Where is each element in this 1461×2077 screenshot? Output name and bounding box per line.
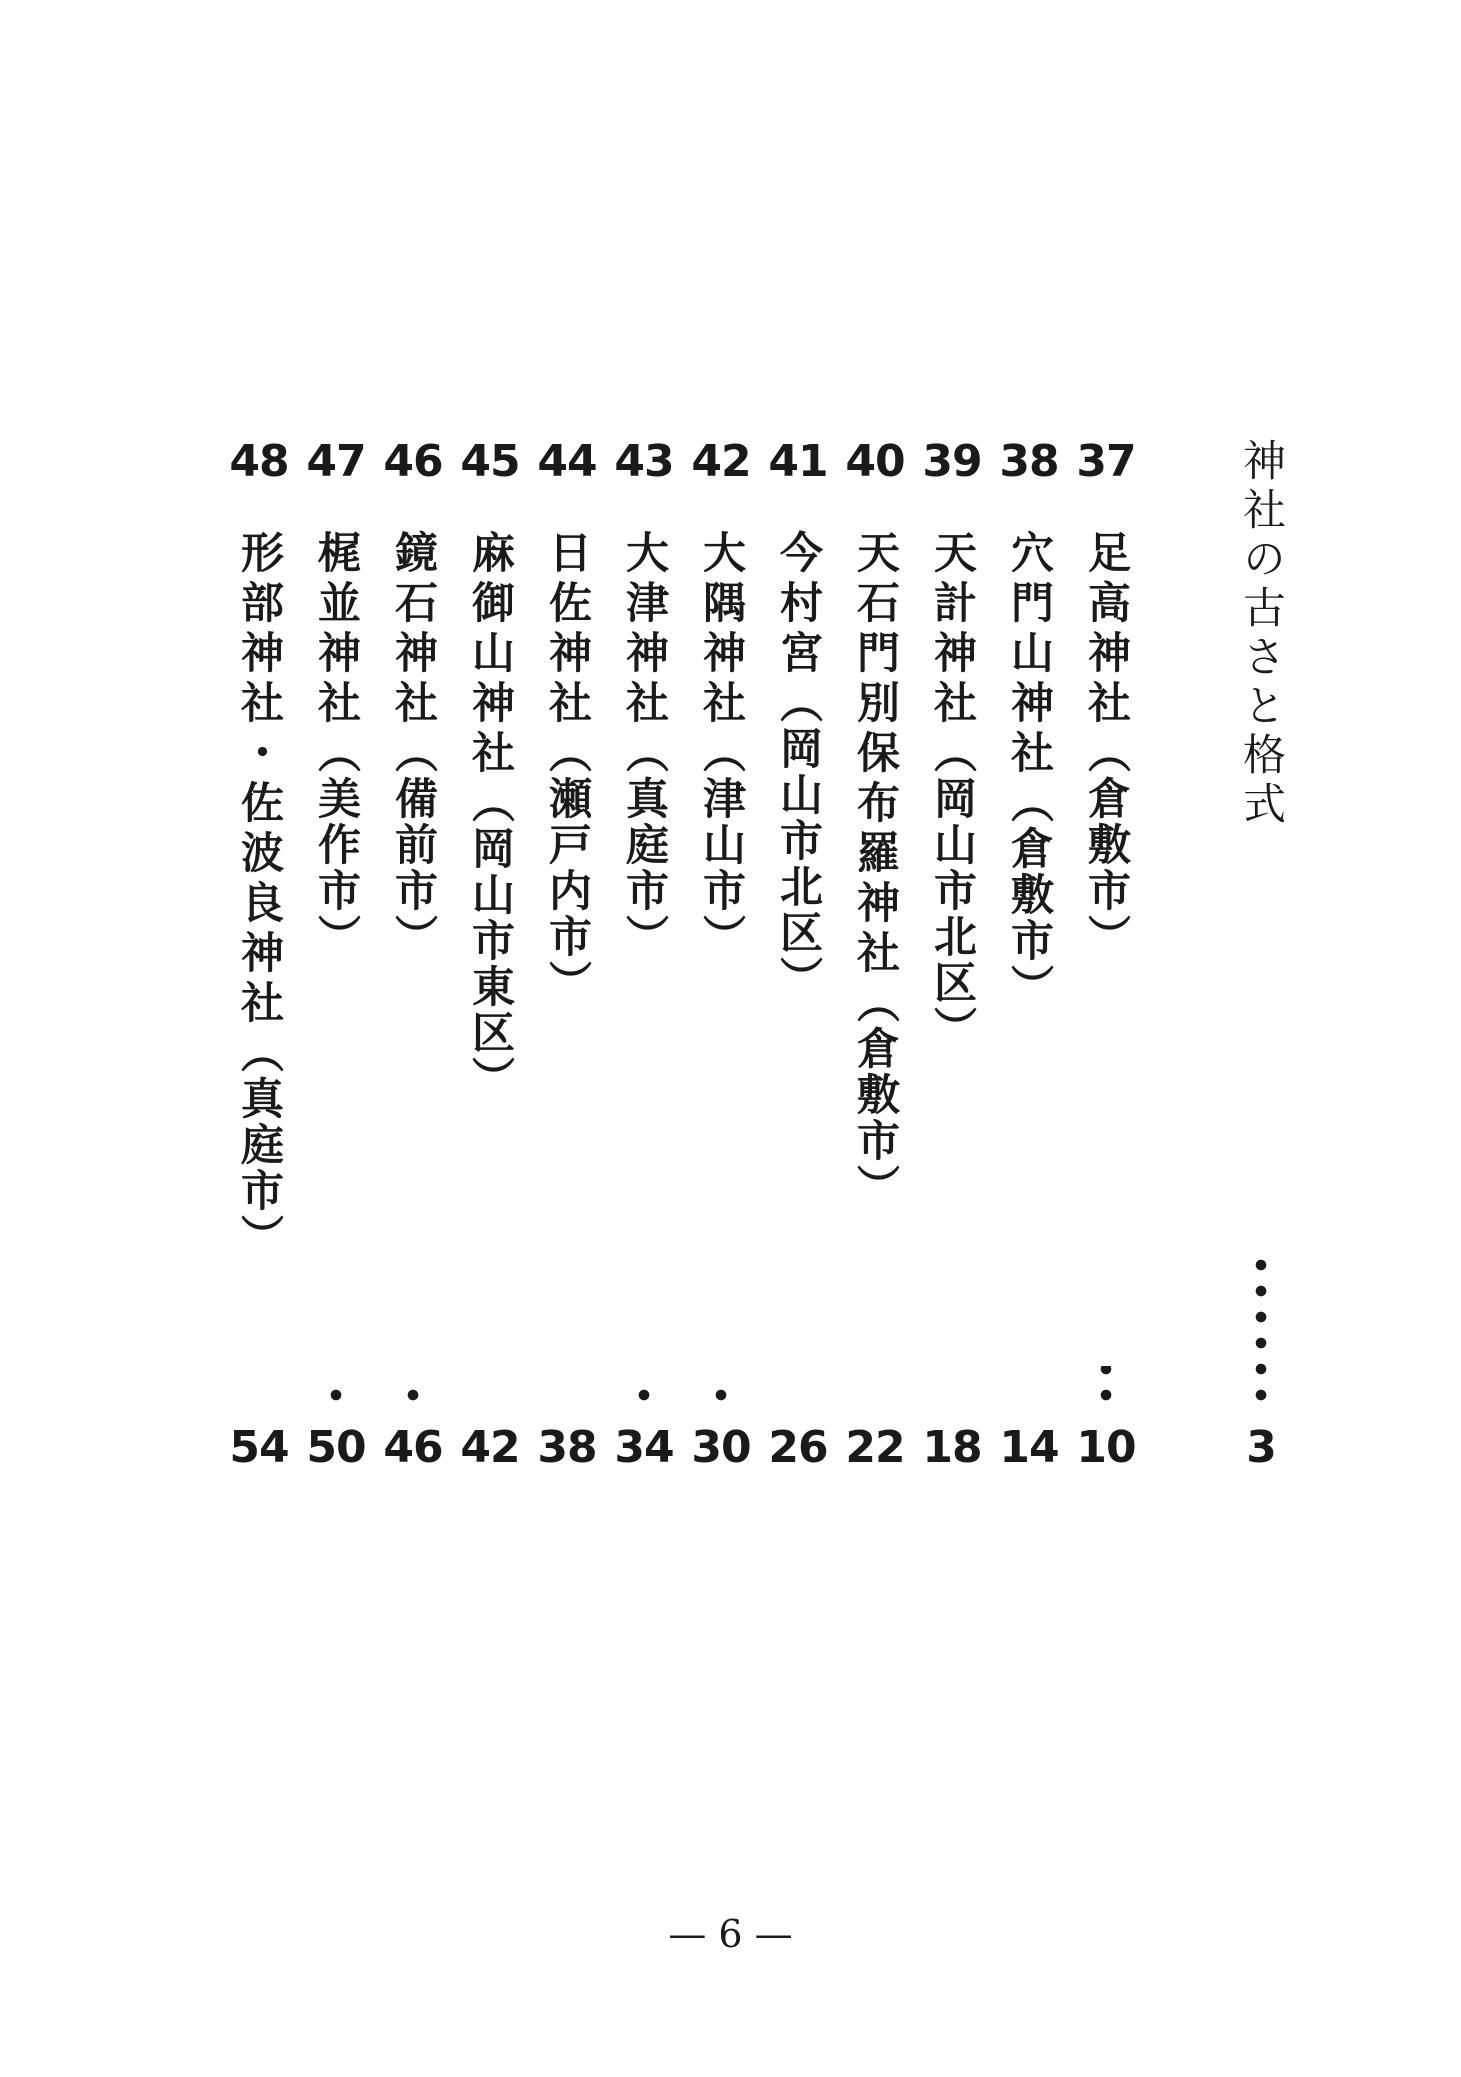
leader-dots — [1253, 1250, 1269, 1408]
toc-section — [1225, 430, 1297, 1473]
shrine-location: （岡山市北区） — [773, 680, 823, 1002]
toc-entry-37[interactable] — [1070, 430, 1142, 1473]
entry-page: 54 — [229, 1422, 289, 1473]
shrine-name: 大隅神社 — [696, 530, 746, 730]
entry-title — [993, 530, 1065, 1010]
entry-title — [531, 530, 603, 1006]
shrine-name: 天計神社 — [927, 530, 977, 730]
entry-page: 46 — [383, 1422, 443, 1473]
shrine-location: （岡山市北区） — [927, 730, 977, 1052]
shrine-location: （美作市） — [311, 730, 361, 960]
toc-entry-43[interactable] — [608, 430, 680, 1473]
shrine-name: 鏡石神社 — [388, 530, 438, 730]
shrine-location: （真庭市） — [234, 1030, 284, 1260]
entry-page: 26 — [768, 1422, 828, 1473]
entry-number: 37 — [1076, 436, 1136, 487]
entry-title — [1070, 530, 1142, 960]
entry-page: 42 — [460, 1422, 520, 1473]
section-title: 神社の古さと格式 — [1236, 438, 1286, 830]
entry-title — [685, 530, 757, 960]
entry-title — [377, 530, 449, 960]
entry-page: 30 — [691, 1422, 751, 1473]
section-page-number: 3 — [1246, 1422, 1276, 1473]
shrine-name: 足高神社 — [1081, 530, 1131, 730]
shrine-name: 形部神社・佐波良神社 — [234, 530, 284, 1030]
entry-page: 18 — [922, 1422, 982, 1473]
shrine-name: 天石門別保布羅神社 — [850, 530, 900, 980]
entry-number: 43 — [614, 436, 674, 487]
leader-dots — [713, 1386, 729, 1408]
entry-page: 14 — [999, 1422, 1059, 1473]
shrine-location: （岡山市東区） — [465, 780, 515, 1102]
entry-number: 38 — [999, 436, 1059, 487]
entry-number: 45 — [460, 436, 520, 487]
toc-entry-40[interactable] — [839, 430, 911, 1473]
shrine-name: 今村宮 — [773, 530, 823, 680]
toc-entry-48[interactable] — [223, 430, 295, 1473]
entry-title — [762, 530, 834, 1002]
shrine-name: 大津神社 — [619, 530, 669, 730]
entry-title — [839, 530, 911, 1210]
entry-number: 46 — [383, 436, 443, 487]
toc-entry-44[interactable] — [531, 430, 603, 1473]
entry-number: 47 — [306, 436, 366, 487]
shrine-location: （倉敷市） — [850, 980, 900, 1210]
toc-entry-41[interactable] — [762, 430, 834, 1473]
shrine-location: （瀬戸内市） — [542, 730, 592, 1006]
toc-entry-42[interactable] — [685, 430, 757, 1473]
leader-dots — [328, 1386, 344, 1408]
entry-number: 48 — [229, 436, 289, 487]
shrine-location: （備前市） — [388, 730, 438, 960]
entry-page: 38 — [537, 1422, 597, 1473]
shrine-location: （真庭市） — [619, 730, 669, 960]
shrine-name: 梶並神社 — [311, 530, 361, 730]
shrine-location: （津山市） — [696, 730, 746, 960]
entry-number: 40 — [845, 436, 905, 487]
shrine-name: 麻御山神社 — [465, 530, 515, 780]
shrine-location: （倉敷市） — [1004, 780, 1054, 1010]
page-number: — 6 — — [668, 1912, 793, 1956]
shrine-name: 日佐神社 — [542, 530, 592, 730]
leader-dots — [636, 1386, 652, 1408]
entry-page: 50 — [306, 1422, 366, 1473]
entry-page: 34 — [614, 1422, 674, 1473]
entry-title — [300, 530, 372, 960]
toc-entry-45[interactable] — [454, 430, 526, 1473]
entry-title — [454, 530, 526, 1102]
leader-dots — [1098, 1366, 1114, 1408]
toc-entry-38[interactable] — [993, 430, 1065, 1473]
leader-dots — [405, 1386, 421, 1408]
entry-number: 44 — [537, 436, 597, 487]
toc-entry-39[interactable] — [916, 430, 988, 1473]
shrine-location: （倉敷市） — [1081, 730, 1131, 960]
entry-number: 41 — [768, 436, 828, 487]
entry-title — [223, 530, 295, 1260]
entry-page: 10 — [1076, 1422, 1136, 1473]
entry-number: 42 — [691, 436, 751, 487]
toc-entry-46[interactable] — [377, 430, 449, 1473]
entry-number: 39 — [922, 436, 982, 487]
shrine-name: 穴門山神社 — [1004, 530, 1054, 780]
entry-title — [608, 530, 680, 960]
entry-title — [916, 530, 988, 1052]
toc-entry-47[interactable] — [300, 430, 372, 1473]
entry-page: 22 — [845, 1422, 905, 1473]
